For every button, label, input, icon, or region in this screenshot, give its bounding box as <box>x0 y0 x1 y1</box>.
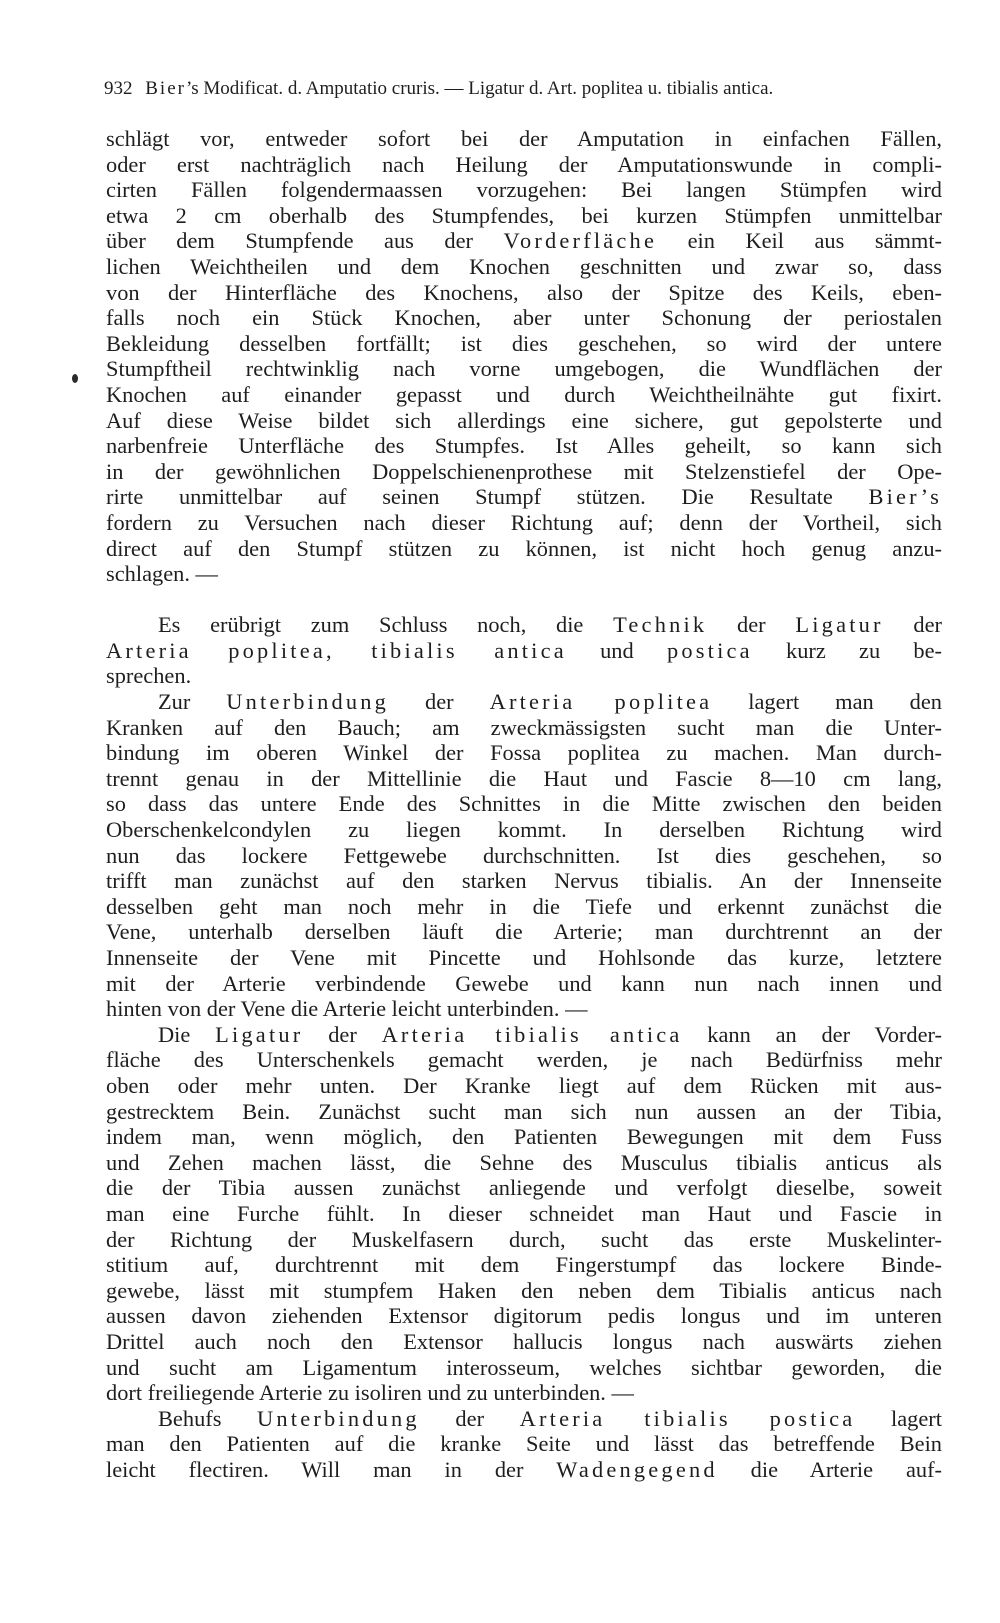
text-line <box>106 382 942 408</box>
text-run: dort freiliegende Arterie zu isoliren und zu unterbinden. — <box>106 1380 634 1406</box>
text-run: Behufs <box>158 1405 258 1431</box>
text-run: bindung im oberen Winkel der Fossa poplitea zu machen. Man durch- <box>106 740 942 766</box>
spaced-emphasis: Arteria tibialis antica <box>381 1021 683 1047</box>
text-line <box>106 1201 942 1227</box>
text-line <box>106 459 942 485</box>
text-run: die Arterie auf- <box>717 1456 942 1482</box>
text-run: Vene, unterhalb derselben läuft die Arterie; man durchtrennt an der <box>106 919 942 945</box>
text-line <box>106 305 942 331</box>
text-run: von der Hinterfläche des Knochens, also der Spitze des Keils, eben- <box>106 279 942 305</box>
text-run: nun das lockere Fettgewebe durchschnitten. Ist dies geschehen, so <box>106 842 942 868</box>
text-line <box>106 1150 942 1176</box>
spaced-emphasis: Unterbindung <box>226 689 390 715</box>
text-run: stitium auf, durchtrennt mit dem Fingerstumpf das lockere Binde- <box>106 1252 942 1278</box>
text-line <box>106 1329 942 1355</box>
spaced-emphasis: Unterbindung <box>257 1405 420 1431</box>
body-text <box>106 126 942 1482</box>
text-line <box>106 1175 942 1201</box>
text-line <box>106 126 942 152</box>
text-line <box>106 689 942 715</box>
text-line <box>106 919 942 945</box>
text-line <box>106 945 942 971</box>
text-run: kann an der Vorder- <box>682 1021 942 1047</box>
text-run: mit der Arterie verbindende Gewebe und kann nun nach innen und <box>106 970 942 996</box>
text-line <box>106 1047 942 1073</box>
text-line <box>106 1278 942 1304</box>
text-run: der <box>883 612 943 638</box>
text-run: gestrecktem Bein. Zunächst sucht man sich nun aussen an der Tibia, <box>106 1098 942 1124</box>
text-line <box>106 663 942 689</box>
text-run: trennt genau in der Mittellinie die Haut und Fascie 8—10 cm lang, <box>106 765 942 791</box>
text-line <box>106 408 942 434</box>
text-line <box>106 638 942 664</box>
text-run: Oberschenkelcondylen zu liegen kommt. In derselben Richtung wird <box>106 817 942 843</box>
text-run: Knochen auf einander gepasst und durch Weichtheilnähte gut fixirt. <box>106 381 942 407</box>
text-line <box>106 510 942 536</box>
text-run: narbenfreie Unterfläche des Stumpfes. Ist Alles geheilt, so kann sich <box>106 433 942 459</box>
text-run: indem man, wenn möglich, den Patienten Bewegungen mit dem Fuss <box>106 1124 942 1150</box>
header-title: ’s Modificat. d. Amputatio cruris. — Ligatur d. Art. poplitea u. tibialis antica. <box>185 78 774 99</box>
text-run: Kranken auf den Bauch; am zweckmässigsten sucht man die Unter- <box>106 714 942 740</box>
text-run: der <box>303 1021 382 1047</box>
text-run: lichen Weichtheilen und dem Knochen geschnitten und zwar so, dass <box>106 253 942 279</box>
text-line <box>106 894 942 920</box>
spaced-emphasis: Ligatur <box>795 612 884 638</box>
text-run: so dass das untere Ende des Schnittes in die Mitte zwischen den beiden <box>106 791 942 817</box>
text-run: desselben geht man noch mehr in die Tiefe und erkennt zunächst die <box>106 893 942 919</box>
spaced-emphasis: Ligatur <box>215 1021 304 1047</box>
spaced-emphasis: Arteria poplitea <box>489 689 713 715</box>
text-run: lagert <box>855 1405 942 1431</box>
text-line <box>106 1406 942 1432</box>
text-run: aussen davon ziehenden Extensor digitorum pedis longus und im unteren <box>106 1303 942 1329</box>
text-line <box>106 843 942 869</box>
spaced-emphasis: postica <box>666 637 753 663</box>
text-line <box>106 331 942 357</box>
spaced-emphasis: Vorderfläche <box>503 228 658 254</box>
text-run: schlagen. — <box>106 561 218 587</box>
text-line <box>106 433 942 459</box>
text-run: der <box>707 612 796 638</box>
text-run: sprechen. <box>106 663 192 689</box>
text-line <box>106 1380 942 1406</box>
text-line <box>106 1431 942 1457</box>
text-run: schlägt vor, entweder sofort bei der Amputation in einfachen Fällen, <box>106 126 942 151</box>
text-line <box>106 1022 942 1048</box>
header-author: Bier <box>145 78 186 99</box>
text-run: cirten Fällen folgendermaassen vorzugehen: Bei langen Stümpfen wird <box>106 177 942 203</box>
text-line <box>106 1355 942 1381</box>
text-run: oder erst nachträglich nach Heilung der Amputationswunde in compli- <box>106 151 942 177</box>
text-run: Es erübrigt zum Schluss noch, die <box>158 612 614 638</box>
text-run: ein Keil aus sämmt- <box>657 228 942 254</box>
text-run: Stumpftheil rechtwinklig nach vorne umgebogen, die Wundflächen der <box>106 356 942 382</box>
text-run: man den Patienten auf die kranke Seite und lässt das betreffende Bein <box>106 1431 942 1457</box>
spaced-emphasis: Technik <box>613 612 708 638</box>
text-line <box>106 177 942 203</box>
text-line <box>106 1303 942 1329</box>
text-run: die der Tibia aussen zunächst anliegende und verfolgt dieselbe, soweit <box>106 1175 942 1201</box>
text-line <box>106 996 942 1022</box>
text-line <box>106 203 942 229</box>
spaced-emphasis: Wadengegend <box>556 1456 718 1482</box>
text-run: oben oder mehr unten. Der Kranke liegt auf dem Rücken mit aus- <box>106 1072 942 1098</box>
text-run: lagert man den <box>712 689 942 715</box>
text-line <box>106 1099 942 1125</box>
text-line <box>106 612 942 638</box>
text-run: Drittel auch noch den Extensor hallucis longus nach auswärts ziehen <box>106 1328 942 1354</box>
text-line <box>106 766 942 792</box>
text-run: der <box>389 689 490 715</box>
margin-mark <box>72 374 78 383</box>
text-run: Die <box>158 1021 216 1047</box>
text-line <box>106 254 942 280</box>
text-run: trifft man zunächst auf den starken Nervus tibialis. An der Innenseite <box>106 868 942 894</box>
text-line <box>106 536 942 562</box>
text-run: Bekleidung desselben fortfällt; ist dies geschehen, so wird der untere <box>106 330 942 356</box>
text-run: man eine Furche fühlt. In dieser schneidet man Haut und Fascie in <box>106 1200 942 1226</box>
text-run: und <box>566 637 667 663</box>
text-line <box>106 1124 942 1150</box>
text-line <box>106 484 942 510</box>
text-run: direct auf den Stumpf stützen zu können, ist nicht hoch genug anzu- <box>106 535 942 561</box>
text-run: Innenseite der Vene mit Pincette und Hohlsonde das kurze, letztere <box>106 945 942 970</box>
text-run: und sucht am Ligamentum interosseum, welches sichtbar geworden, die <box>106 1354 942 1380</box>
text-line <box>106 356 942 382</box>
text-run: und Zehen machen lässt, die Sehne des Musculus tibialis anticus als <box>106 1149 942 1175</box>
spaced-emphasis: Bier’s <box>868 484 942 510</box>
text-line <box>106 791 942 817</box>
text-line <box>106 1457 942 1483</box>
text-run: der Richtung der Muskelfasern durch, sucht das erste Muskelinter- <box>106 1226 942 1252</box>
paragraph-gap <box>106 587 942 613</box>
text-run: über dem Stumpfende aus der <box>106 228 504 254</box>
text-run: leicht flectiren. Will man in der <box>106 1456 557 1482</box>
text-line <box>106 868 942 894</box>
spaced-emphasis: Arteria poplitea, tibialis antica <box>106 637 567 663</box>
text-run: kurz zu be- <box>752 637 943 663</box>
text-line <box>106 971 942 997</box>
text-line <box>106 1252 942 1278</box>
text-run: fordern zu Versuchen nach dieser Richtung auf; denn der Vortheil, sich <box>106 509 942 535</box>
text-line <box>106 817 942 843</box>
text-run: fläche des Unterschenkels gemacht werden, je nach Bedürfniss mehr <box>106 1047 942 1073</box>
text-run: Auf diese Weise bildet sich allerdings eine sichere, gut gepolsterte und <box>106 407 942 433</box>
text-line <box>106 1073 942 1099</box>
running-header <box>104 77 944 101</box>
text-run: etwa 2 cm oberhalb des Stumpfendes, bei kurzen Stümpfen unmittelbar <box>106 202 942 228</box>
text-run: gewebe, lässt mit stumpfem Haken den neben dem Tibialis anticus nach <box>106 1277 942 1303</box>
text-line <box>106 152 942 178</box>
spaced-emphasis: Arteria tibialis postica <box>519 1405 856 1431</box>
page-number: 932 <box>104 78 133 99</box>
text-line <box>106 740 942 766</box>
text-line <box>106 561 942 587</box>
text-run: Zur <box>158 689 227 715</box>
text-line <box>106 280 942 306</box>
text-run: in der gewöhnlichen Doppelschienenprothese mit Stelzenstiefel der Ope- <box>106 458 942 484</box>
text-run: hinten von der Vene die Arterie leicht unterbinden. — <box>106 996 588 1022</box>
text-run: der <box>419 1405 520 1431</box>
text-line <box>106 1227 942 1253</box>
text-line <box>106 715 942 741</box>
text-run: falls noch ein Stück Knochen, aber unter Schonung der periostalen <box>106 305 942 331</box>
text-run: rirte unmittelbar auf seinen Stumpf stützen. Die Resultate <box>106 484 869 510</box>
text-line <box>106 228 942 254</box>
